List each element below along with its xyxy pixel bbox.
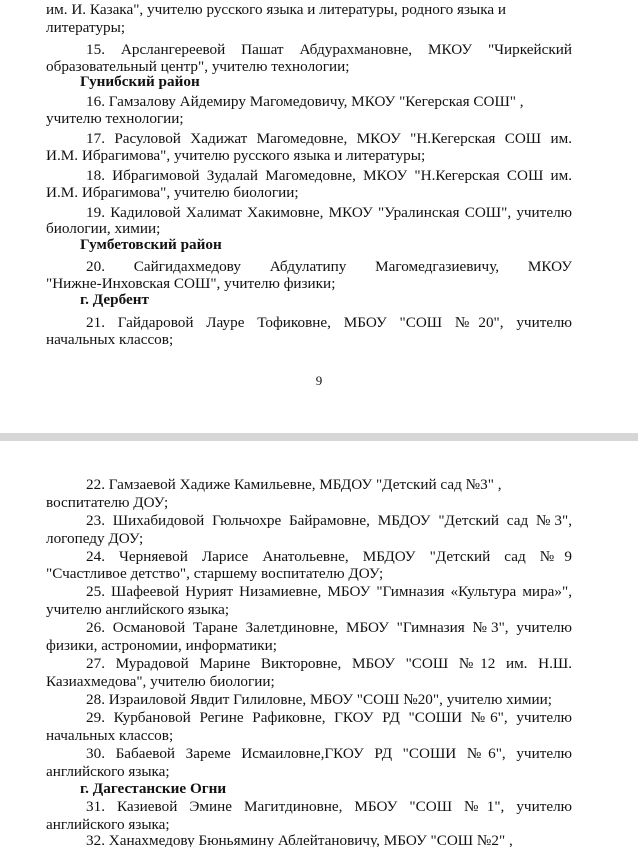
- text-line: 29. Курбановой Регине Рафиковне, ГКОУ РД "СОШИ №6", учителю: [86, 709, 572, 726]
- text-line: литературы;: [46, 19, 126, 36]
- text-line: учителю английского языка;: [46, 601, 230, 618]
- text-line: начальных классов;: [46, 727, 174, 744]
- text-line: 20. Сайгидахмедову Абдулатипу Магомедгазиевичу, МКОУ: [86, 258, 572, 275]
- text-line: биологии, химии;: [46, 220, 161, 237]
- text-line: Казиахмедова", учителю биологии;: [46, 673, 275, 690]
- text-line: 32. Ханахмедову Бюньямину Аблейтановичу, МБОУ "СОШ №2" ,: [86, 832, 513, 847]
- text-line: учителю технологии;: [46, 110, 184, 127]
- text-line: 30. Бабаевой Зареме Исмаиловне,ГКОУ РД "СОШИ №6", учителю: [86, 745, 572, 762]
- text-line: 22. Гамзаевой Хадиже Камильевне, МБДОУ "Детский сад №3" ,: [86, 476, 502, 493]
- text-line: 24. Черняевой Ларисе Анатольевне, МБДОУ "Детский сад №9: [86, 548, 572, 565]
- text-line: физики, астрономии, информатики;: [46, 637, 277, 654]
- text-line: 19. Кадиловой Халимат Хакимовне, МКОУ "Уралинская СОШ", учителю: [86, 204, 572, 221]
- text-line: 15. Арслангереевой Пашат Абдурахмановне, МКОУ "Чиркейский: [86, 41, 572, 58]
- text-line: начальных классов;: [46, 331, 174, 348]
- text-line: 31. Казиевой Эмине Магитдиновне, МБОУ "СОШ №1", учителю: [86, 798, 572, 815]
- text-line: "Счастливое детство", старшему воспитателю ДОУ;: [46, 565, 384, 582]
- page-number: 9: [315, 373, 323, 388]
- text-line: 21. Гайдаровой Лауре Тофиковне, МБОУ "СОШ №20", учителю: [86, 314, 572, 331]
- city-heading: г. Дагестанские Огни: [80, 780, 227, 797]
- text-line: английского языка;: [46, 816, 170, 833]
- page-separator: [0, 433, 638, 441]
- text-line: 25. Шафеевой Нурият Низамиевне, МБОУ "Гимназия «Культура мира»",: [86, 583, 572, 600]
- text-line: образовательный центр", учителю технологии;: [46, 58, 350, 75]
- text-line: 28. Израиловой Явдит Гилиловне, МБОУ "СОШ №20", учителю химии;: [86, 691, 552, 708]
- text-line: 23. Шихабидовой Гюльчохре Байрамовне, МБДОУ "Детский сад №3",: [86, 512, 572, 529]
- text-line: 17. Расуловой Хадижат Магомедовне, МКОУ "Н.Кегерская СОШ им.: [86, 130, 572, 147]
- district-heading: Гумбетовский район: [80, 236, 222, 253]
- text-line: 26. Османовой Таране Залетдиновне, МБОУ "Гимназия №3", учителю: [86, 619, 572, 636]
- text-line: 18. Ибрагимовой Зудалай Магомедовне, МКОУ "Н.Кегерская СОШ им.: [86, 167, 572, 184]
- text-line: воспитателю ДОУ;: [46, 494, 169, 511]
- text-line: "Нижне-Инховская СОШ", учителю физики;: [46, 275, 336, 292]
- text-line: 16. Гамзалову Айдемиру Магомедовичу, МКОУ "Кегерская СОШ" ,: [86, 93, 524, 110]
- text-line: И.М. Ибрагимова", учителю русского языка и литературы;: [46, 147, 426, 164]
- text-line: 27. Мурадовой Марине Викторовне, МБОУ "СОШ №12 им. Н.Ш.: [86, 655, 572, 672]
- page-10: [0, 441, 638, 847]
- text-line: им. И. Казака", учителю русского языка и литературы, родного языка и: [46, 1, 507, 18]
- district-heading: г. Дербент: [80, 291, 149, 308]
- text-line: И.М. Ибрагимова", учителю биологии;: [46, 184, 299, 201]
- text-line: логопеду ДОУ;: [46, 530, 144, 547]
- district-heading: Гунибский район: [80, 73, 200, 90]
- text-line: английского языка;: [46, 763, 170, 780]
